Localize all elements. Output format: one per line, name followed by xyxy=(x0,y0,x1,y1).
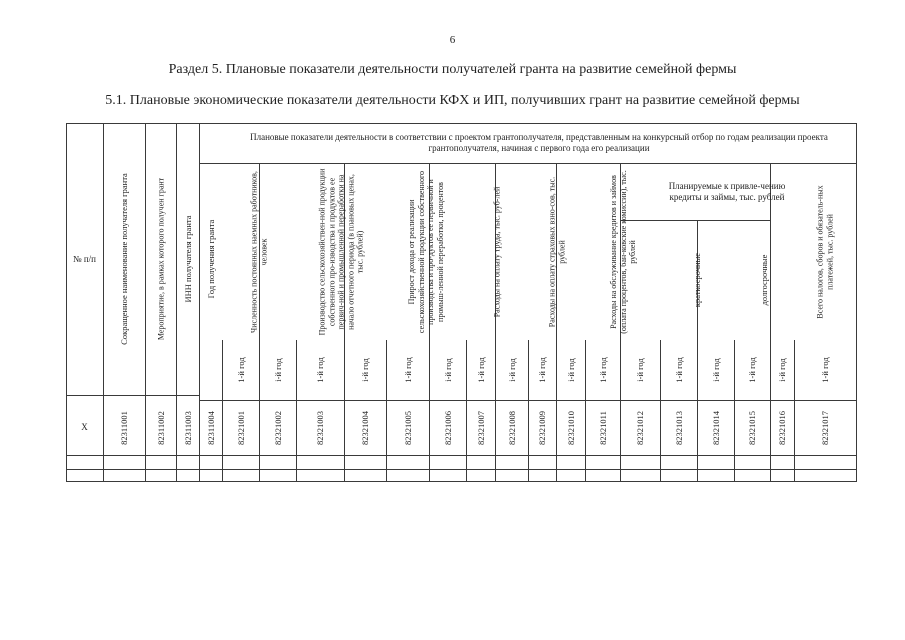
credits-short-header xyxy=(660,220,734,340)
credits-header-text: Планируемые к привле-чению кредиты и займы, тыс. рублей xyxy=(668,180,786,202)
col-short-name-header xyxy=(103,123,145,395)
year-label-text: 1-й год xyxy=(747,357,757,383)
table-rule xyxy=(66,481,857,482)
table-rule xyxy=(66,455,857,456)
code-cell-text: 82321002 xyxy=(272,410,283,445)
indicator-header-2 xyxy=(296,163,386,340)
code-cell xyxy=(556,400,585,455)
credits-short-header-text: краткосрочные xyxy=(692,252,702,308)
code-cell xyxy=(103,400,145,455)
year-label-text: 1-й год xyxy=(597,357,608,383)
year-label xyxy=(429,340,466,400)
code-cell-text: 82321010 xyxy=(565,410,576,445)
year-label-text: 1-й год xyxy=(820,357,830,383)
year-label-text: 1-й год xyxy=(235,357,246,383)
indicator-header-3-text: Прирост дохода от реализации сельскохозяйственной продукции собственного производства и про-дуктов ее первичной и промыш-ленной переработки, процентов xyxy=(407,170,445,333)
code-cell-text: 82321013 xyxy=(673,410,684,445)
indicator-header-1-text: Численность постоянных наемных работников, человек xyxy=(249,170,268,333)
code-cell-text: 82321012 xyxy=(635,410,645,445)
code-cell xyxy=(222,400,259,455)
credits-long-header-text: долгосрочные xyxy=(759,254,769,306)
year-label-text: i-й год xyxy=(272,358,283,382)
indicator-header-6-text: Расходы на обслуживание кредитов и займов (оплата процентов, бан-ковские комиссии), тыс. рублей xyxy=(608,169,637,334)
code-cell-text: 82321009 xyxy=(537,410,547,445)
year-label-text: 1-й год xyxy=(402,357,413,383)
code-cell-text: 82321008 xyxy=(506,410,517,445)
year-label xyxy=(386,340,429,400)
code-cell xyxy=(429,400,466,455)
col-number-header-text: № п/п xyxy=(73,253,96,264)
code-cell xyxy=(528,400,556,455)
code-cell-text: 82321007 xyxy=(475,410,486,445)
year-label xyxy=(556,340,585,400)
code-cell-text: 82321005 xyxy=(402,410,413,445)
year-label xyxy=(734,340,770,400)
year-label-text: 1-й год xyxy=(475,357,486,383)
code-cell-text: 82311004 xyxy=(205,410,216,445)
indicator-header-1 xyxy=(222,163,296,340)
code-cell-text: 82321014 xyxy=(710,410,721,445)
code-row-label xyxy=(66,400,103,455)
year-label xyxy=(344,340,386,400)
code-cell xyxy=(145,400,176,455)
code-cell xyxy=(466,400,495,455)
year-label-text: 1-й год xyxy=(315,357,325,383)
col-year-header-text: Год получения гранта xyxy=(205,219,216,299)
year-label xyxy=(770,340,794,400)
group-header xyxy=(222,123,856,163)
year-label-text: i-й год xyxy=(360,358,370,382)
credits-header xyxy=(660,163,794,220)
code-cell-text: 82311003 xyxy=(182,410,193,445)
code-cell-text: 82321016 xyxy=(777,410,787,445)
code-cell-text: 82321003 xyxy=(315,410,325,445)
year-label xyxy=(620,340,660,400)
section-title: Раздел 5. Плановые показатели деятельности получателей гранта на развитие семейной фермы xyxy=(168,62,737,77)
code-row-label-text: X xyxy=(81,422,88,432)
code-cell xyxy=(344,400,386,455)
code-cell xyxy=(660,400,697,455)
year-label xyxy=(697,340,734,400)
year-label xyxy=(794,340,856,400)
year-label-text: i-й год xyxy=(442,358,453,382)
code-cell xyxy=(259,400,296,455)
code-cell-text: 82311001 xyxy=(119,410,129,445)
page-number: 6 xyxy=(449,34,456,46)
subsection-title: 5.1. Плановые экономические показатели деятельности КФХ и ИП, получивших грант на развитие семейной фермы xyxy=(105,93,800,108)
code-cell-text: 82321001 xyxy=(235,410,246,445)
code-cell xyxy=(585,400,620,455)
year-label xyxy=(495,340,528,400)
indicator-header-4-text: Расходы на оплату труда, тыс. руб-лей xyxy=(492,186,502,317)
group-header-text: Плановые показатели деятельности в соответствии с проектом грантополучателя, представленным на конкурсный отбор по годам реализации проекта грантополучателя, начиная с первого года его реализации xyxy=(250,132,828,153)
year-label xyxy=(585,340,620,400)
year-label xyxy=(222,340,259,400)
year-label-text: 1-й год xyxy=(537,357,547,383)
year-label xyxy=(660,340,697,400)
col-number-header xyxy=(66,123,103,395)
col-event-header-text: Мероприятие, в рамках которого получен грант xyxy=(155,177,165,341)
col-inn-header-text: ИНН получателя гранта xyxy=(182,215,193,303)
indicator-header-5 xyxy=(528,163,585,340)
indicator-header-4 xyxy=(466,163,528,340)
code-cell xyxy=(199,400,222,455)
year-label-text: i-й год xyxy=(710,358,721,382)
code-cell-text: 82321006 xyxy=(442,410,453,445)
code-cell xyxy=(734,400,770,455)
indicator-header-6 xyxy=(585,163,660,340)
taxes-header-text: Всего налогов, сборов и обязатель-ных платежей, тыс. рублей xyxy=(815,184,834,319)
code-cell xyxy=(495,400,528,455)
code-cell-text: 82321004 xyxy=(360,410,370,445)
col-inn-header xyxy=(176,123,199,395)
col-year-header xyxy=(199,123,222,395)
table-rule xyxy=(856,123,857,482)
year-label-text: i-й год xyxy=(777,358,787,382)
year-label xyxy=(259,340,296,400)
indicator-header-3 xyxy=(386,163,466,340)
year-label-text: i-й год xyxy=(506,358,517,382)
code-cell xyxy=(386,400,429,455)
code-cell-text: 82321015 xyxy=(747,410,757,445)
col-event-header xyxy=(145,123,176,395)
year-label-text: i-й год xyxy=(635,358,645,382)
year-label-text: 1-й год xyxy=(673,357,684,383)
indicator-header-5-text: Расходы на оплату страховых взно-сов, тыс. рублей xyxy=(547,176,566,327)
year-label xyxy=(296,340,344,400)
code-cell xyxy=(176,400,199,455)
year-label-text: i-й год xyxy=(565,358,576,382)
code-cell xyxy=(770,400,794,455)
code-cell-text: 82321017 xyxy=(820,410,830,445)
year-label xyxy=(528,340,556,400)
indicator-header-2-text: Производство сельскохозяйствен-ной продукции собственного про-изводства и продуктов ее первич-ной и промышленной переработки на начало отчетного периода (в плановых ценах, тыс. рублей) xyxy=(317,168,365,335)
code-cell-text: 82311002 xyxy=(155,410,166,445)
taxes-header xyxy=(794,163,856,340)
code-cell xyxy=(697,400,734,455)
code-cell xyxy=(296,400,344,455)
col-short-name-header-text: Сокращенное наименование получателя гранта xyxy=(119,173,129,345)
code-cell-text: 82321011 xyxy=(597,410,608,445)
table-rule xyxy=(66,469,857,470)
code-cell xyxy=(620,400,660,455)
table-rule xyxy=(66,395,199,396)
code-cell xyxy=(794,400,856,455)
credits-long-header xyxy=(734,220,794,340)
year-label xyxy=(466,340,495,400)
